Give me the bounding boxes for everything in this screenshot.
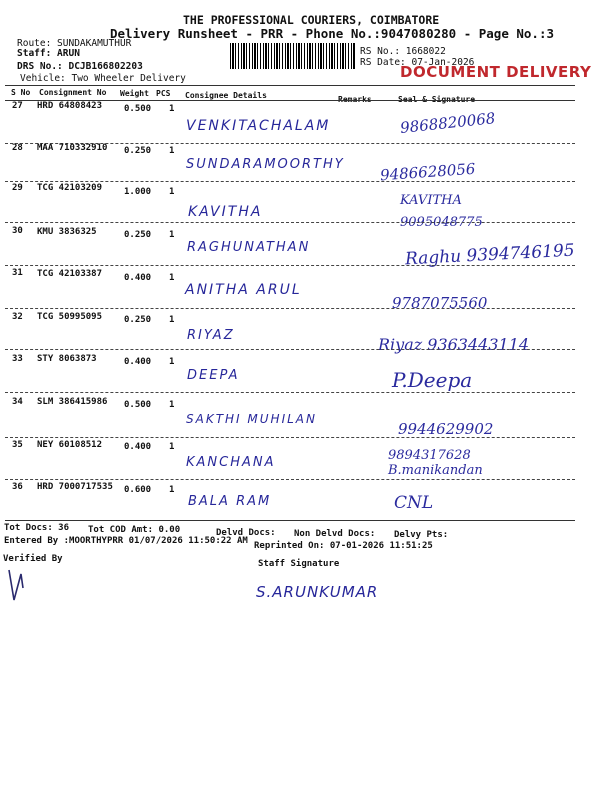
row-consignment: TCG 42103209 bbox=[37, 183, 103, 193]
row-signature: 9486628056 bbox=[379, 159, 476, 185]
row-pcs: 1 bbox=[169, 273, 175, 283]
row-consignee: RIYAZ bbox=[187, 328, 235, 343]
row-consignment: SLM 386415986 bbox=[37, 397, 108, 407]
row-weight: 0.500 bbox=[124, 104, 152, 114]
row-divider bbox=[5, 479, 575, 480]
row-consignee: SAKTHI MUHILAN bbox=[186, 412, 317, 426]
barcode-image bbox=[230, 43, 355, 69]
col-sno: S No bbox=[11, 88, 31, 97]
table-bottom-rule bbox=[5, 520, 575, 521]
row-consignee: BALA RAM bbox=[188, 494, 272, 509]
row-pcs: 1 bbox=[169, 104, 175, 114]
table-top-rule bbox=[5, 85, 575, 86]
row-pcs: 1 bbox=[169, 187, 175, 197]
rs-number: RS No.: 1668022 bbox=[360, 46, 446, 57]
non-delivered-docs: Non Delvd Docs: bbox=[294, 529, 376, 539]
row-divider bbox=[5, 265, 575, 266]
col-consignment: Consignment No bbox=[39, 88, 107, 97]
row-signature: 9787075560 bbox=[392, 294, 488, 312]
rs-date: RS Date: 07-Jan-2026 bbox=[360, 57, 475, 68]
row-sno: 34 bbox=[12, 397, 23, 407]
row-signature: KAVITHA 9095048775 bbox=[400, 193, 483, 230]
row-weight: 0.250 bbox=[124, 146, 152, 156]
col-consignee: Consignee Details bbox=[185, 91, 267, 100]
row-pcs: 1 bbox=[169, 400, 175, 410]
row-signature: 9944629902 bbox=[398, 420, 494, 438]
row-divider bbox=[5, 437, 575, 438]
row-consignment: MAA 710332910 bbox=[37, 143, 108, 153]
row-weight: 0.400 bbox=[124, 273, 152, 283]
route-label: Route: SUNDAKAMUTHUR bbox=[17, 38, 132, 49]
row-consignment: TCG 42103387 bbox=[37, 269, 103, 279]
row-consignee: RAGHUNATHAN bbox=[187, 240, 311, 255]
row-pcs: 1 bbox=[169, 442, 175, 452]
row-consignee: VENKITACHALAM bbox=[186, 118, 331, 134]
row-weight: 0.250 bbox=[124, 230, 152, 240]
row-sno: 27 bbox=[12, 101, 23, 111]
vehicle-label: Vehicle: Two Wheeler Delivery bbox=[20, 73, 186, 84]
row-consignment: KMU 3836325 bbox=[37, 227, 97, 237]
row-consignment: STY 8063873 bbox=[37, 354, 97, 364]
row-consignee: KAVITHA bbox=[188, 204, 263, 220]
row-weight: 0.600 bbox=[124, 485, 152, 495]
row-pcs: 1 bbox=[169, 357, 175, 367]
staff-signature-name: S.ARUNKUMAR bbox=[256, 583, 379, 601]
verified-by-label: Verified By bbox=[3, 554, 63, 564]
row-signature: 9894317628 B.manikandan bbox=[388, 448, 483, 478]
col-weight: Weight bbox=[120, 89, 149, 98]
row-divider bbox=[5, 181, 575, 182]
page-title: Delivery Runsheet - PRR - Phone No.:9047080280 - Page No.:3 bbox=[110, 26, 555, 41]
row-consignee: SUNDARAMOORTHY bbox=[186, 157, 345, 172]
row-consignee: DEEPA bbox=[187, 368, 240, 383]
row-weight: 0.500 bbox=[124, 400, 152, 410]
row-signature: Raghu 9394746195 bbox=[404, 240, 576, 270]
col-pcs: PCS bbox=[156, 89, 171, 98]
delivery-points: Delvy Pts: bbox=[394, 530, 449, 540]
row-sno: 30 bbox=[12, 226, 23, 236]
row-pcs: 1 bbox=[169, 485, 175, 495]
row-signature: CNL bbox=[394, 493, 434, 513]
row-pcs: 1 bbox=[169, 230, 175, 240]
row-consignment: TCG 50995095 bbox=[37, 312, 103, 322]
row-consignment: HRD 64808423 bbox=[37, 101, 103, 111]
row-divider bbox=[5, 308, 575, 309]
row-weight: 0.250 bbox=[124, 315, 152, 325]
drs-number: DRS No.: DCJB166802203 bbox=[17, 61, 143, 72]
entered-by: Entered By :MOORTHYPRR 01/07/2026 11:50:22 AM bbox=[4, 536, 248, 546]
row-divider bbox=[5, 349, 575, 350]
reprinted-on: Reprinted On: 07-01-2026 11:51:25 bbox=[254, 541, 433, 551]
row-signature: P.Deepa bbox=[392, 368, 473, 392]
row-weight: 0.400 bbox=[124, 357, 152, 367]
row-consignee: ANITHA ARUL bbox=[185, 282, 302, 298]
total-cod-amount: Tot COD Amt: 0.00 bbox=[88, 525, 181, 535]
row-signature: Riyaz 9363443114 bbox=[378, 335, 530, 354]
row-sno: 33 bbox=[12, 354, 23, 364]
document-delivery-stamp: DOCUMENT DELIVERY bbox=[400, 63, 592, 81]
row-divider bbox=[5, 392, 575, 393]
row-pcs: 1 bbox=[169, 146, 175, 156]
row-sno: 29 bbox=[12, 183, 23, 193]
row-sno: 35 bbox=[12, 440, 23, 450]
row-pcs: 1 bbox=[169, 315, 175, 325]
row-weight: 0.400 bbox=[124, 442, 152, 452]
row-consignment: HRD 7000717535 bbox=[37, 482, 113, 492]
row-consignee: KANCHANA bbox=[186, 455, 276, 470]
row-weight: 1.000 bbox=[124, 187, 152, 197]
total-docs: Tot Docs: 36 bbox=[4, 523, 70, 533]
company-name: THE PROFESSIONAL COURIERS, COIMBATORE bbox=[183, 13, 440, 27]
delivered-docs: Delvd Docs: bbox=[216, 528, 276, 538]
row-consignment: NEY 60108512 bbox=[37, 440, 103, 450]
verifier-signature-mark bbox=[6, 566, 28, 604]
row-divider bbox=[5, 222, 575, 223]
row-sno: 31 bbox=[12, 268, 23, 278]
row-sno: 32 bbox=[12, 312, 23, 322]
row-sno: 28 bbox=[12, 143, 23, 153]
staff-signature-label: Staff Signature bbox=[258, 559, 340, 569]
staff-label: Staff: ARUN bbox=[17, 48, 80, 59]
col-remarks: Remarks bbox=[338, 95, 372, 104]
col-seal-signature: Seal & Signature bbox=[398, 95, 476, 104]
row-sno: 36 bbox=[12, 482, 23, 492]
row-signature: 9868820068 bbox=[399, 109, 497, 137]
